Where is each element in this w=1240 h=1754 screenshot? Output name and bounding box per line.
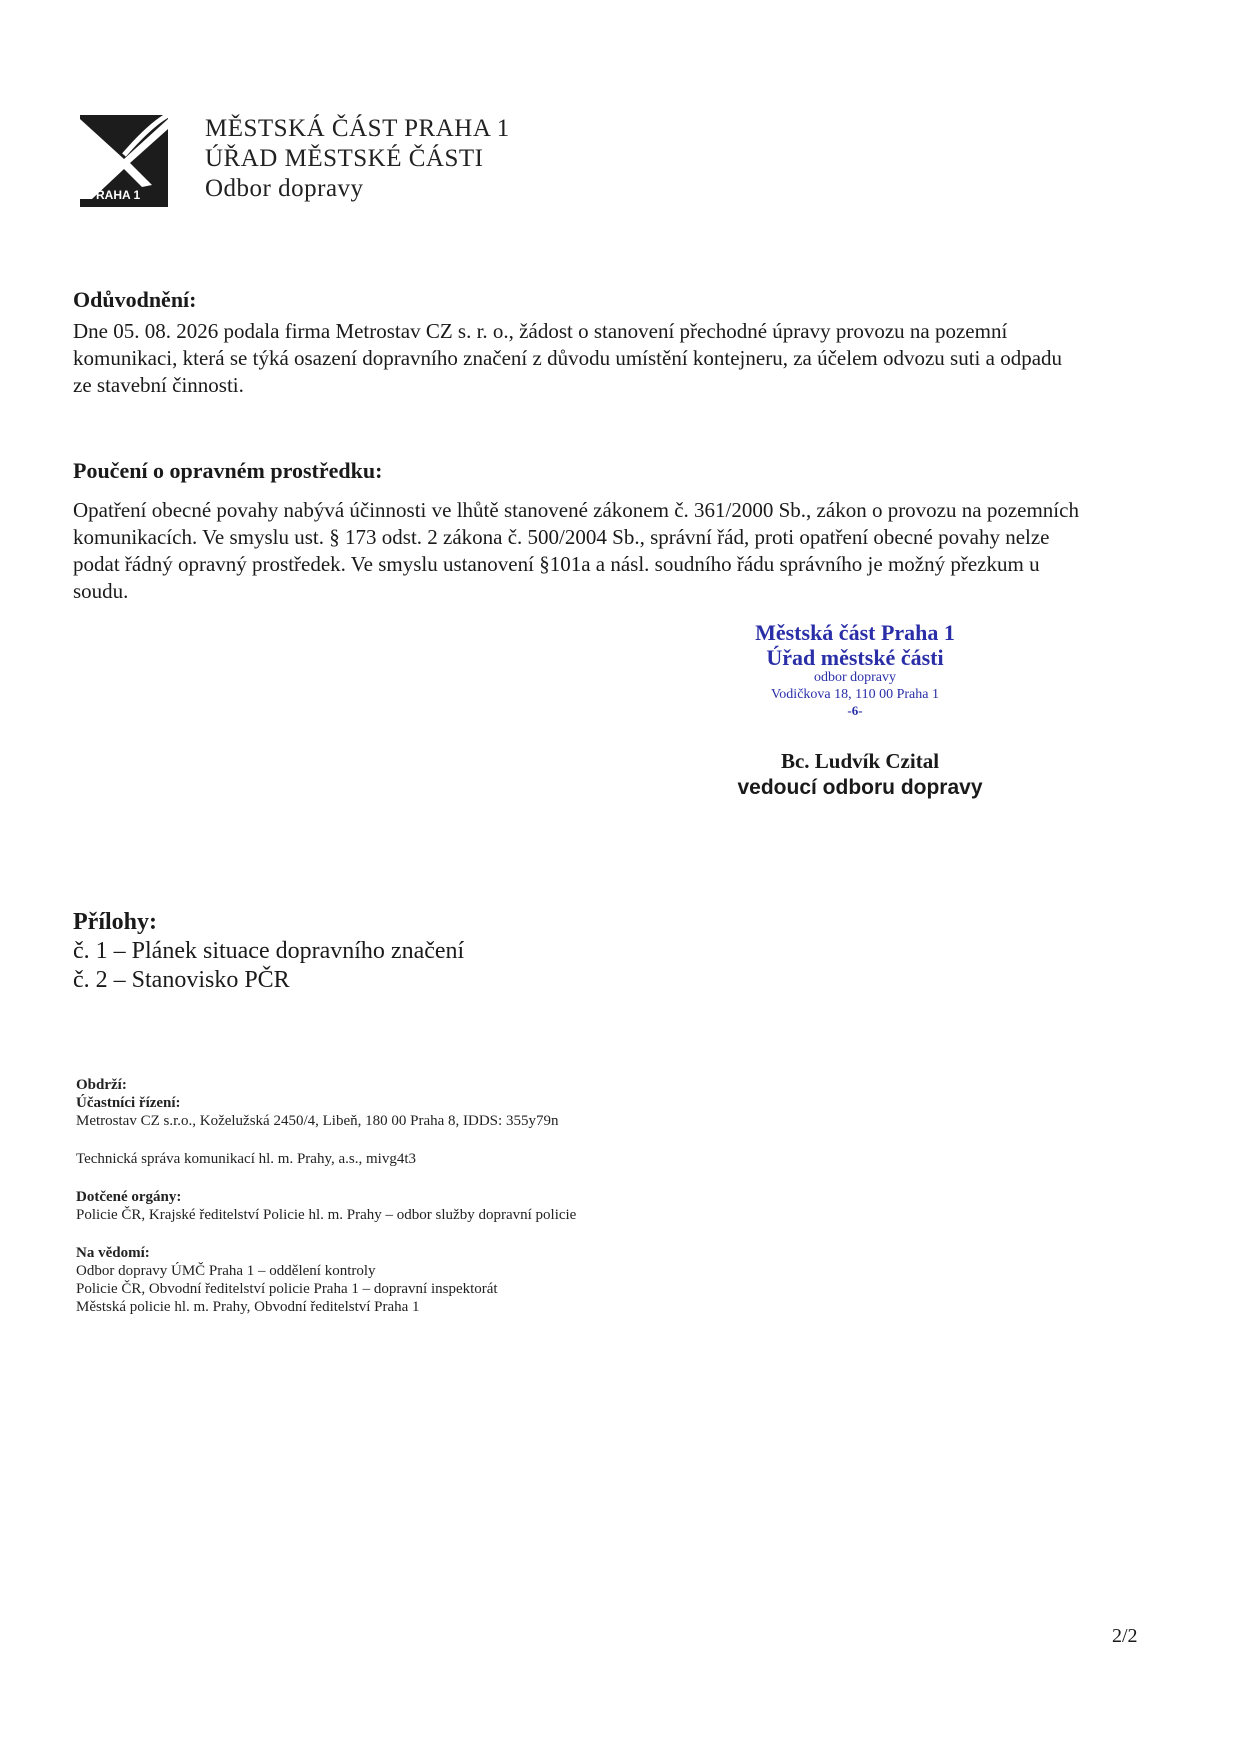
pouceni-line: soudu.	[73, 579, 129, 603]
pouceni-line: Opatření obecné povahy nabývá účinnosti ve lhůtě stanovené zákonem č. 361/2000 Sb., zákon o provozu na pozemních	[73, 498, 1079, 522]
praha1-logo-mark	[80, 115, 168, 207]
attachment-item: č. 1 – Plánek situace dopravního značení	[73, 938, 465, 964]
recipients-section	[76, 1076, 576, 1316]
office-stamp	[700, 620, 1010, 718]
signatory-role: vedoucí odboru dopravy	[737, 776, 983, 799]
praha1-logo	[80, 115, 168, 207]
header-line-1: MĚSTSKÁ ČÁST PRAHA 1	[205, 115, 510, 142]
attachment-item: č. 2 – Stanovisko PČR	[73, 967, 290, 993]
pouceni-line: komunikacích. Ve smyslu ust. § 173 odst. 2 zákona č. 500/2004 Sb., správní řád, proti opatření obecné povahy nelze	[73, 525, 1050, 549]
oduvodneni-line: komunikaci, která se týká osazení dopravního značení z důvodu umístění kontejneru, za účelem odvozu suti a odpadu	[73, 346, 1063, 370]
oduvodneni-paragraph	[73, 318, 1143, 399]
stamp-line-1: Městská část Praha 1	[755, 620, 955, 645]
logo-text: PRAHA 1	[88, 188, 141, 202]
page-number: 2/2	[1112, 1625, 1138, 1647]
authority-item: Policie ČR, Krajské ředitelství Policie hl. m. Prahy – odbor služby dopravní policie	[76, 1207, 577, 1223]
for-information-item: Odbor dopravy ÚMČ Praha 1 – oddělení kontroly	[76, 1263, 376, 1279]
header-text	[205, 114, 510, 204]
stamp-line-3: odbor dopravy	[813, 670, 897, 685]
signatory-name: Bc. Ludvík Czital	[780, 749, 940, 773]
pouceni-paragraph	[73, 497, 1143, 605]
pouceni-heading: Poučení o opravném prostředku:	[73, 458, 383, 483]
for-information-item: Městská policie hl. m. Prahy, Obvodní ředitelství Praha 1	[76, 1299, 420, 1315]
stamp-line-2: Úřad městské části	[766, 645, 944, 670]
oduvodneni-line: ze stavební činnosti.	[73, 373, 244, 397]
attachments-heading: Přílohy:	[73, 909, 157, 935]
signature-block	[700, 748, 1020, 802]
stamp-line-4: Vodičkova 18, 110 00 Praha 1	[771, 687, 939, 702]
participants-heading: Účastníci řízení:	[76, 1095, 181, 1111]
participant-item: Metrostav CZ s.r.o., Koželužská 2450/4, Libeň, 180 00 Praha 8, IDDS: 355y79n	[76, 1113, 559, 1129]
stamp-line-5: -6-	[847, 703, 863, 718]
header-line-2: ÚŘAD MĚSTSKÉ ČÁSTI	[205, 145, 484, 172]
for-information-item: Policie ČR, Obvodní ředitelství policie Praha 1 – dopravní inspektorát	[76, 1281, 498, 1297]
recipients-heading: Obdrží:	[76, 1077, 127, 1093]
pouceni-line: podat řádný opravný prostředek. Ve smyslu ustanovení §101a a násl. soudního řádu správního je možný přezkum u	[73, 552, 1040, 576]
header-line-3: Odbor dopravy	[205, 175, 364, 202]
attachments-section	[73, 908, 464, 995]
oduvodneni-line: Dne 05. 08. 2026 podala firma Metrostav CZ s. r. o., žádost o stanovení přechodné úpravy provozu na pozemní	[73, 319, 1008, 343]
participant-item: Technická správa komunikací hl. m. Prahy, a.s., mivg4t3	[76, 1151, 416, 1167]
authorities-heading: Dotčené orgány:	[76, 1189, 182, 1205]
for-information-heading: Na vědomí:	[76, 1245, 150, 1261]
oduvodneni-heading: Odůvodnění:	[73, 287, 197, 312]
